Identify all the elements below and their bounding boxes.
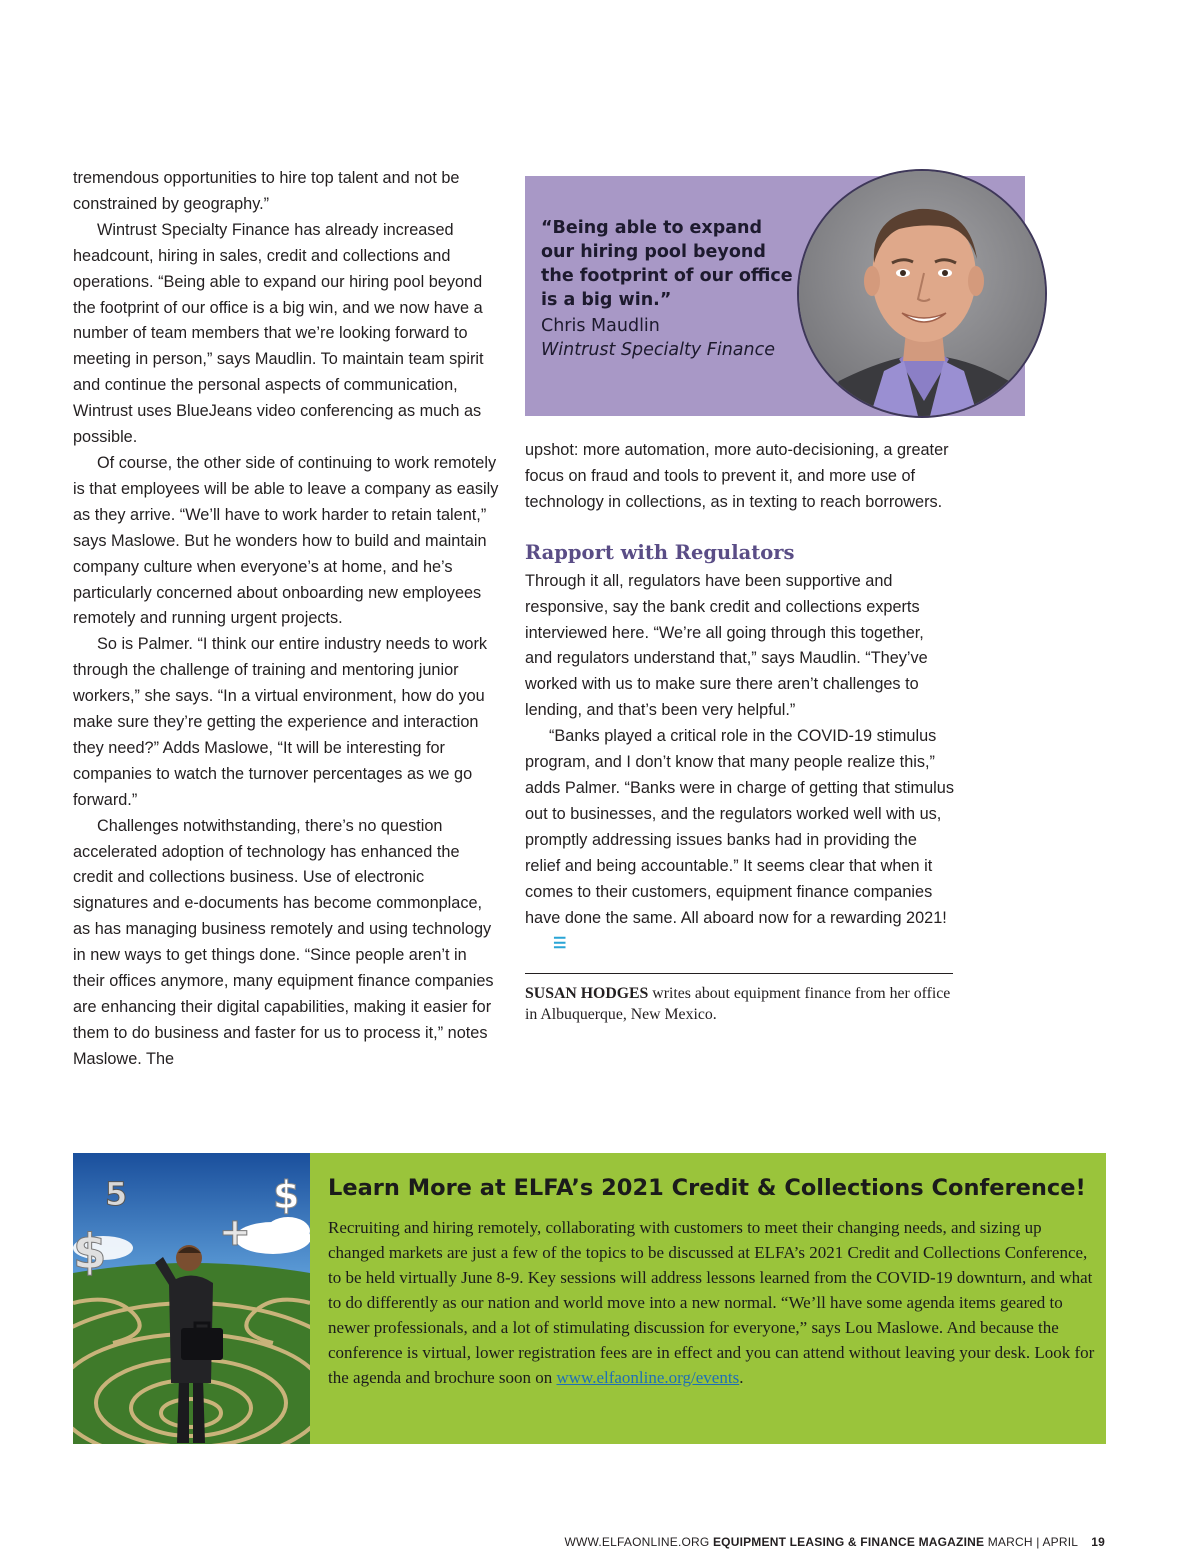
- article-paragraph-text: “Banks played a critical role in the COVID-19 stimulus program, and I don’t know that many people realize this,” adds Palmer. “Banks were in charge of getting that stimulus out to businesses, and the regulators worked well with us, promptly addressing issues banks had in providing the relief and being accountable.” It seems clear that when it comes to their customers, equipment finance companies have done the same. All aboard now for a rewarding 2021!: [525, 727, 954, 927]
- conference-body-text: Recruiting and hiring remotely, collaborating with customers to meet their changing needs, and sizing up changed markets are just a few of the topics to be discussed at ELFA’s 2021 Credit and Collections Conference, to be held virtually June 8-9. Key sessions will address lessons learned from the COVID-19 downturn, and what to do differently as our nation and world move into a new normal. “We’ll have some agenda items geared to newer professionals, and a lot of stimulating discussion for everyone,” says Lou Maslowe. And because the conference is virtual, lower registration fees are in effect and you can attend without leaving your desk. Look for the agenda and brochure soon on: [328, 1218, 1095, 1387]
- author-name: SUSAN HODGES: [525, 985, 649, 1003]
- end-mark-icon: ☰: [553, 935, 567, 953]
- conference-body: [328, 1215, 1098, 1390]
- footer-magazine: EQUIPMENT LEASING & FINANCE MAGAZINE: [712, 1535, 985, 1549]
- article-paragraph: tremendous opportunities to hire top talent and not be constrained by geography.”: [73, 169, 460, 213]
- pull-quote-company: Wintrust Specialty Finance: [541, 340, 776, 360]
- section-heading: Rapport with Regulators: [525, 540, 795, 564]
- author-bio-text: writes about equipment finance from her office in Albuquerque, New Mexico.: [525, 985, 951, 1024]
- conference-body-end: .: [739, 1368, 744, 1387]
- dollar-sign-icon: $: [73, 1224, 107, 1280]
- article-paragraph: Challenges notwithstanding, there’s no question accelerated adoption of technology has enhanced the credit and collections business. Use of electronic signatures and e-documents has become commonplace, as has managing business remotely and using technology in new ways to get things done. “Since people aren’t in their offices anymore, many equipment finance companies are enhancing their digital capabilities, making it easier for them to do business and faster for us to process it,” notes Maslowe. The: [73, 816, 494, 1068]
- number-five-icon: 5: [105, 1175, 128, 1213]
- plus-sign-icon: +: [219, 1210, 251, 1254]
- pull-quote-name: Chris Maudlin: [541, 316, 660, 336]
- right-article-column: [525, 438, 955, 1025]
- left-article-column: [73, 166, 501, 1073]
- portrait-photo: [797, 169, 1047, 418]
- events-link[interactable]: www.elfaonline.org/events: [556, 1368, 740, 1387]
- article-paragraph: [525, 724, 955, 957]
- footer-issue: MARCH | APRIL: [987, 1535, 1078, 1549]
- page-number: 19: [1091, 1535, 1105, 1549]
- pull-quote-text: [541, 216, 801, 362]
- article-paragraph: So is Palmer. “I think our entire industry needs to work through the challenge of training and mentoring junior workers,” she says. “In a virtual environment, how do you make sure they’re getting the experience and interaction they need?” Adds Maslowe, “It will be interesting for companies to watch the turnover percentages as we go forward.”: [73, 635, 488, 809]
- article-paragraph: Wintrust Specialty Finance has already increased headcount, hiring in sales, credit and collections and operations. “Being able to expand our hiring pool beyond the footprint of our office is a big win, and we now have a number of team members that we’re looking forward to meeting in person,” says Maudlin. To maintain team spirit and continue the personal aspects of communication, Wintrust uses BlueJeans video conferencing as much as possible.: [73, 220, 484, 447]
- bio-divider: [525, 973, 953, 974]
- pull-quote: “Being able to expand our hiring pool beyond the footprint of our office is a big win.”: [541, 218, 793, 310]
- portrait-illustration: [799, 171, 1047, 418]
- conference-title: Learn More at ELFA’s 2021 Credit & Collections Conference!: [328, 1175, 1086, 1201]
- maze-illustration: [73, 1153, 310, 1444]
- page-footer: [0, 1535, 1105, 1549]
- conference-callout: [73, 1153, 1106, 1444]
- article-paragraph: Of course, the other side of continuing to work remotely is that employees will be able to leave a company as easily as they arrive. “We’ll have to work harder to retain talent,” says Maslowe. But he wonders how to build and maintain company culture when everyone’s at home, and he’s particularly concerned about onboarding new employees remotely and running urgent projects.: [73, 453, 499, 628]
- article-paragraph: upshot: more automation, more auto-decisioning, a greater focus on fraud and tools to prevent it, and more use of technology in collections, as in texting to reach borrowers.: [525, 441, 949, 511]
- article-paragraph: Through it all, regulators have been supportive and responsive, say the bank credit and collections experts interviewed here. “We’re all going through this together, and regulators understand that,” says Maudlin. “They’ve worked with us to make sure there aren’t challenges to lending, and that’s been very helpful.”: [525, 571, 928, 720]
- maze-businessman-illustration: [73, 1153, 310, 1444]
- footer-site: WWW.ELFAONLINE.ORG: [564, 1535, 710, 1549]
- author-bio: [525, 983, 955, 1025]
- dollar-sign-icon: $: [273, 1173, 300, 1217]
